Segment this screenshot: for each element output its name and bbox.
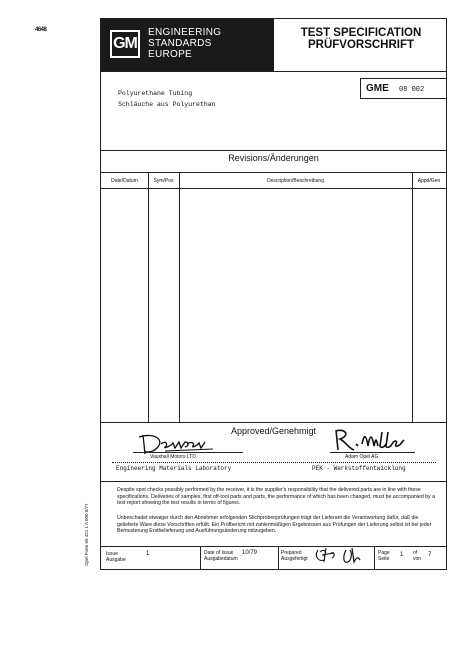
sign-line-right (330, 452, 415, 453)
date-value: 10/79 (242, 550, 258, 556)
spec-number: 08 002 (399, 86, 425, 94)
org-line-3: EUROPE (148, 49, 193, 60)
right-dept: PEK - Werkstoffentwicklung (312, 465, 406, 472)
right-company: Adam Opel AG (345, 454, 379, 460)
issue-value: 1 (146, 551, 150, 557)
org-line-2: STANDARDS (148, 38, 212, 49)
prepared-label-en: Prepared (281, 550, 302, 556)
spec-number-box (360, 78, 447, 99)
of-value: 7 (428, 552, 432, 558)
col-sym: Sym/Pos (153, 178, 174, 184)
note-en: Despite spot checks possibly performed by the receiver, it is the supplier's responsibility that the delivered parts are in line with these specifications. Deliveries of samples, first off-tool parts and parts, the performance of which has been changed, must be accompanied by a test report showing the test results in terms of figures. (117, 487, 435, 507)
col-date: Date/Datum (111, 178, 138, 184)
gm-logo: GM (110, 30, 140, 58)
approved-heading: Approved/Genehmigt (230, 426, 317, 436)
notes-top-rule (101, 481, 446, 482)
subject-en: Polyurethane Tubing (118, 90, 193, 97)
note-de: Unbeschadet etwaiger durch den Abnehmer erfolgenden Stichprobenprüfungen trägt der Lieferant die Verantwortung dafür, daß die gelieferte Ware diese Vorschriften erfüllt. Ein Prüfbericht mit zahlenmäßigen Ergebnissen aus Prüfungen der Lieferung selbst ist bei jeder Bemusterung Erstbelieferung und Ausführungsänderung mitzugeben. (117, 515, 432, 535)
col-divider-1 (148, 172, 149, 422)
revisions-bottom-rule (101, 422, 446, 423)
footer-top-rule (101, 546, 446, 547)
col-divider-2 (179, 172, 180, 422)
corner-mark: 4648 (35, 27, 47, 33)
spec-prefix: GME (366, 83, 389, 94)
dept-dotted-rule (112, 462, 436, 463)
revisions-head-rule (101, 172, 446, 173)
footer-div-2 (278, 546, 279, 569)
doc-title (276, 27, 446, 51)
col-description: Description/Beschreibung (267, 178, 324, 184)
col-divider-3 (412, 172, 413, 422)
title-de: PRÜFVORSCHRIFT (307, 39, 415, 51)
header-divider (101, 71, 446, 72)
side-form-code: Opel Form 65 421 1 A 000 5/77 (84, 503, 89, 566)
org-line-1: ENGINEERING (148, 27, 222, 38)
left-dept: Engineering Materials Laboratory (116, 465, 232, 472)
date-label-de: Ausgabedatum (204, 556, 238, 562)
sign-line-left (133, 452, 243, 453)
page-value: 1 (400, 552, 404, 558)
prepared-label-de: Ausgefertigt (281, 556, 308, 562)
col-appd: Appd/Gen (417, 178, 441, 184)
footer-div-1 (200, 546, 201, 569)
of-label-de: von (413, 556, 422, 562)
issue-label-de: Ausgabe (106, 557, 126, 563)
date-label-en: Date of Issue (204, 550, 234, 556)
title-en: TEST SPECIFICATION (300, 27, 422, 39)
left-company: Vauxhall Motors LTD (150, 454, 196, 460)
issue-label-en: Issue (106, 551, 118, 557)
revisions-col-rule (101, 188, 446, 189)
footer-div-3 (374, 546, 375, 569)
subject-de: Schläuche aus Polyurethan (118, 101, 216, 108)
page-label-de: Seite (378, 556, 390, 562)
of-label-en: of (413, 550, 418, 556)
prepared-signature (312, 544, 368, 566)
page-label-en: Page (378, 550, 390, 556)
org-name (148, 27, 221, 60)
revisions-top-rule (101, 150, 446, 151)
revisions-heading: Revisions/Änderungen (228, 153, 319, 163)
